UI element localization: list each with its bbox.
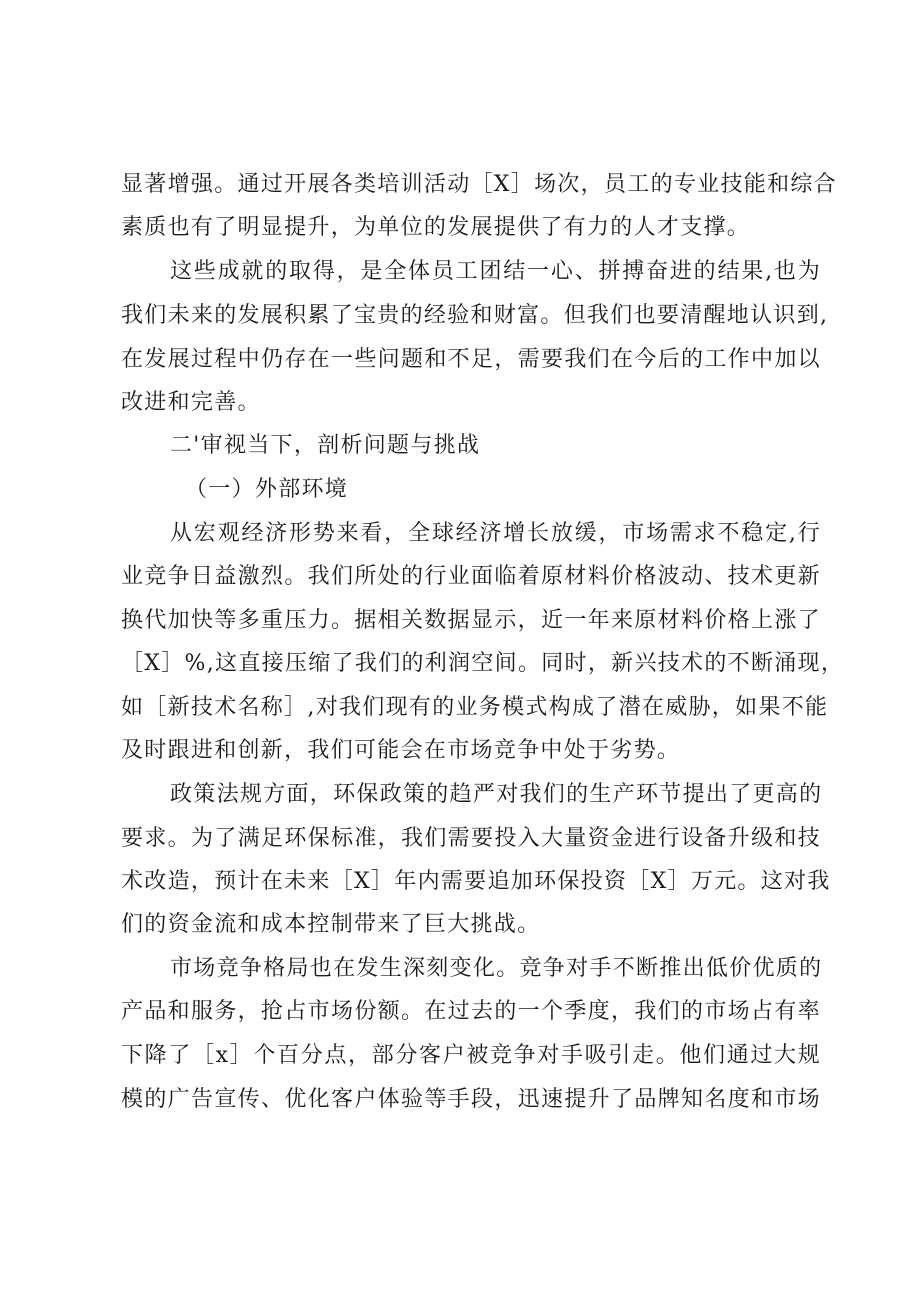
text-line: 换代加快等多重压力。据相关数据显示，近一年来原材料价格上涨了 bbox=[121, 608, 821, 633]
text-line: 产品和服务，抢占市场份额。在过去的一个季度，我们的市场占有率 bbox=[121, 999, 821, 1024]
text-line: 素质也有了明显提升，为单位的发展提供了有力的人才支撑。 bbox=[121, 215, 751, 240]
text-line: 下降了［x］个百分点，部分客户被竞争对手吸引走。他们通过大规 bbox=[121, 1043, 821, 1068]
text-line: 我们未来的发展积累了宝贵的经验和财富。但我们也要清醒地认识到, bbox=[121, 303, 829, 328]
text-line: 在发展过程中仍存在一些问题和不足，需要我们在今后的工作中加以 bbox=[121, 347, 821, 372]
text-line: 术改造，预计在未来［X］年内需要追加环保投资［X］万元。这对我 bbox=[121, 869, 831, 894]
text-line: 业竞争日益激烈。我们所处的行业面临着原材料价格波动、技术更新 bbox=[121, 564, 821, 589]
text-line: 模的广告宣传、优化客户体验等手段，迅速提升了品牌知名度和市场 bbox=[121, 1087, 821, 1112]
text-line: 政策法规方面，环保政策的趋严对我们的生产环节提出了更高的 bbox=[170, 782, 823, 807]
text-line: 这些成就的取得，是全体员工团结一心、拼搏奋进的结果,也为 bbox=[170, 259, 821, 284]
text-line: 及时跟进和创新，我们可能会在市场竞争中处于劣势。 bbox=[121, 738, 681, 763]
text-line: 改进和完善。 bbox=[121, 390, 261, 415]
text-line: 们的资金流和成本控制带来了巨大挑战。 bbox=[121, 912, 541, 937]
text-line: 显著增强。通过开展各类培训活动［X］场次，员工的专业技能和综合 bbox=[121, 172, 837, 197]
text-line: 市场竞争格局也在发生深刻变化。竞争对手不断推出低价优质的 bbox=[170, 956, 823, 981]
text-line: ［X］%,这直接压缩了我们的利润空间。同时，新兴技术的不断涌现， bbox=[121, 651, 845, 676]
text-line: 要求。为了满足环保标准，我们需要投入大量资金进行设备升级和技 bbox=[121, 826, 821, 851]
text-line: 从宏观经济形势来看，全球经济增长放缓，市场需求不稳定,行 bbox=[170, 521, 821, 546]
section-heading: 二'审视当下，剖析问题与挑战 bbox=[170, 433, 481, 458]
subsection-heading: （一）外部环境 bbox=[185, 477, 349, 502]
text-line: 如［新技术名称］,对我们现有的业务模式构成了潜在威胁，如果不能 bbox=[121, 695, 829, 720]
